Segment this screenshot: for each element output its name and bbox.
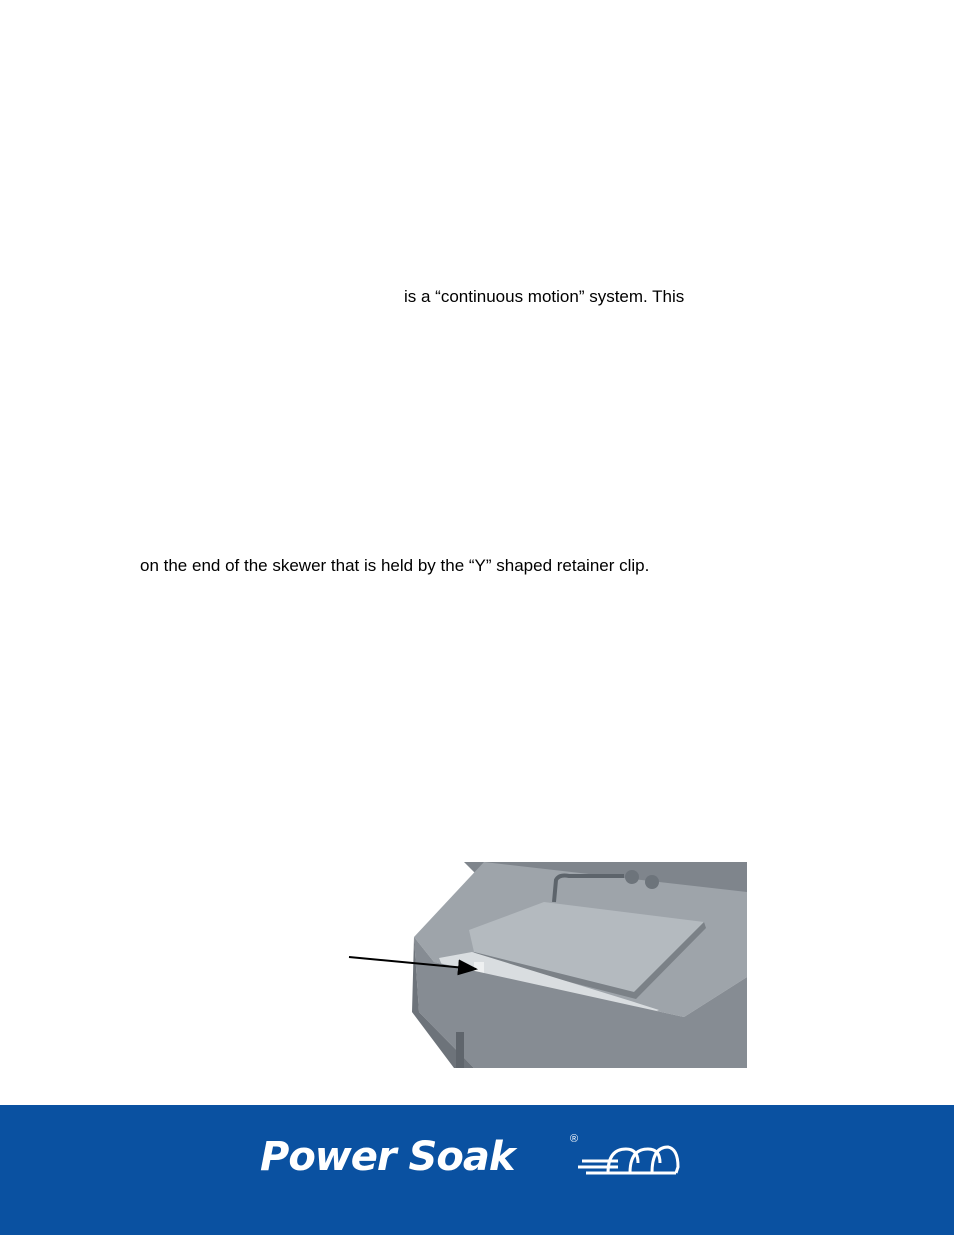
registered-mark: ® (570, 1133, 579, 1145)
logo-wordmark: Power Soak (260, 1134, 515, 1180)
body-text-line: on the end of the skewer that is held by the “Y” shaped retainer clip. (140, 556, 650, 575)
body-text-line: is a “continuous motion” system. This (404, 287, 685, 306)
arrow-icon (340, 945, 500, 985)
power-soak-logo (260, 1133, 680, 1185)
wave-logo-icon (578, 1137, 680, 1181)
